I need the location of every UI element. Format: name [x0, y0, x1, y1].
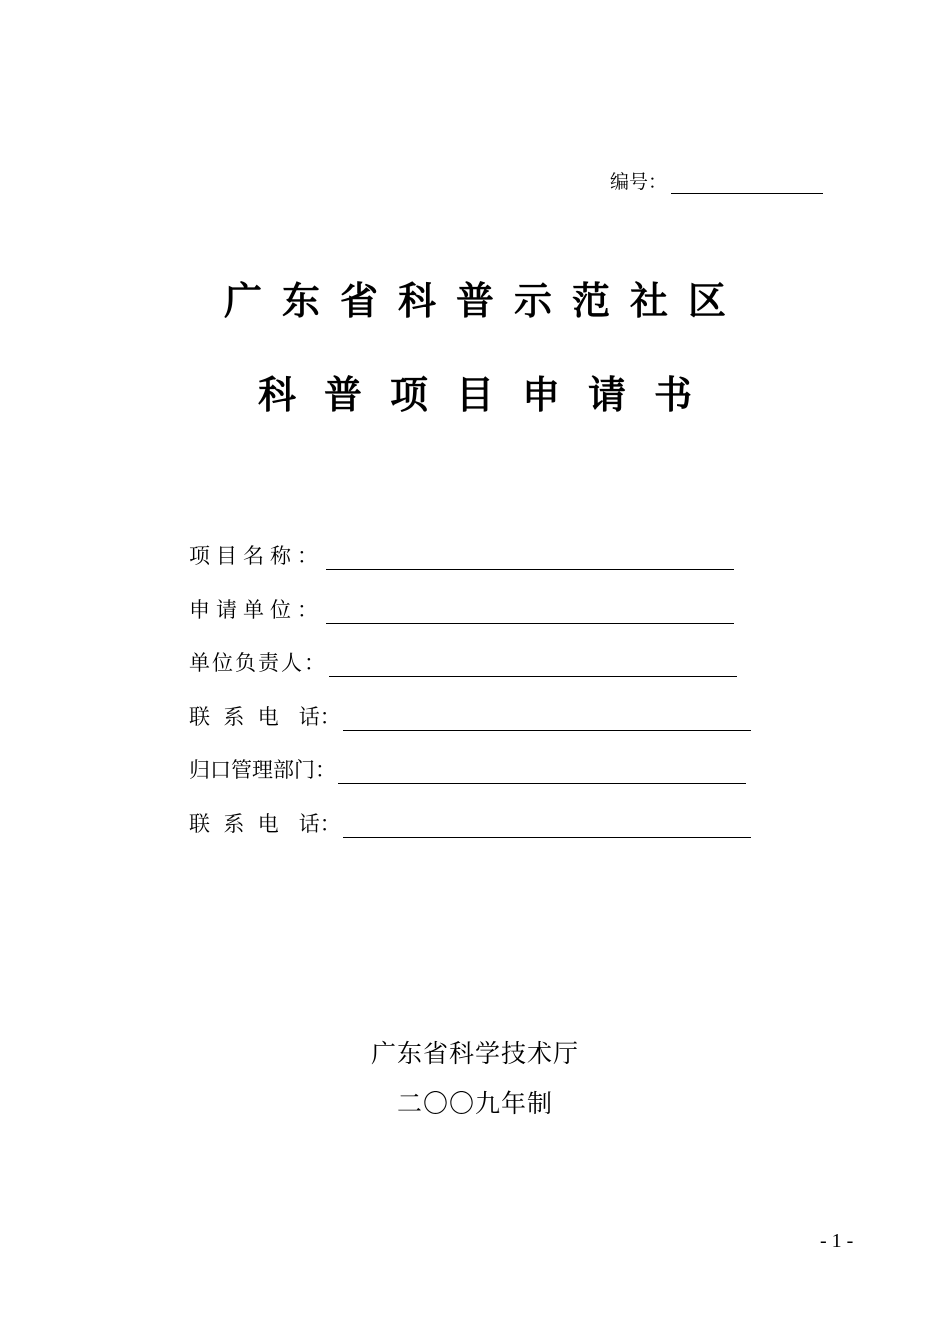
unit-leader-blank[interactable]	[329, 650, 737, 677]
managing-department-label: 归口管理部门：	[189, 758, 336, 782]
managing-department-blank[interactable]	[338, 757, 746, 784]
form-field-managing-department	[189, 750, 746, 784]
document-title-line1: 广东省科普示范社区	[223, 279, 746, 323]
form-field-unit-leader	[189, 643, 737, 677]
issue-date: 二〇〇九年制	[396, 1089, 553, 1118]
unit-leader-label: 单位负责人：	[189, 651, 327, 675]
serial-number-label: 编号：	[610, 171, 668, 193]
serial-number-blank[interactable]	[671, 169, 823, 194]
form-field-contact-phone-1	[189, 697, 751, 731]
issuing-organization: 广东省科学技术厅	[370, 1039, 579, 1068]
project-name-blank[interactable]	[326, 543, 734, 570]
contact-phone-blank-2[interactable]	[343, 811, 751, 838]
form-field-contact-phone-2	[189, 804, 751, 838]
contact-phone-blank-1[interactable]	[343, 704, 751, 731]
contact-phone-label-2: 联 系 电 话：	[189, 812, 341, 836]
form-field-applicant-unit	[189, 590, 734, 624]
project-name-label: 项目名称：	[189, 544, 324, 568]
page-number: - 1 -	[820, 1230, 854, 1252]
serial-number-field	[610, 164, 823, 194]
applicant-unit-blank[interactable]	[326, 597, 734, 624]
document-title-line2: 科普项目申请书	[257, 373, 720, 417]
form-field-project-name	[189, 536, 734, 570]
applicant-unit-label: 申请单位：	[189, 598, 324, 622]
contact-phone-label-1: 联 系 电 话：	[189, 705, 341, 729]
